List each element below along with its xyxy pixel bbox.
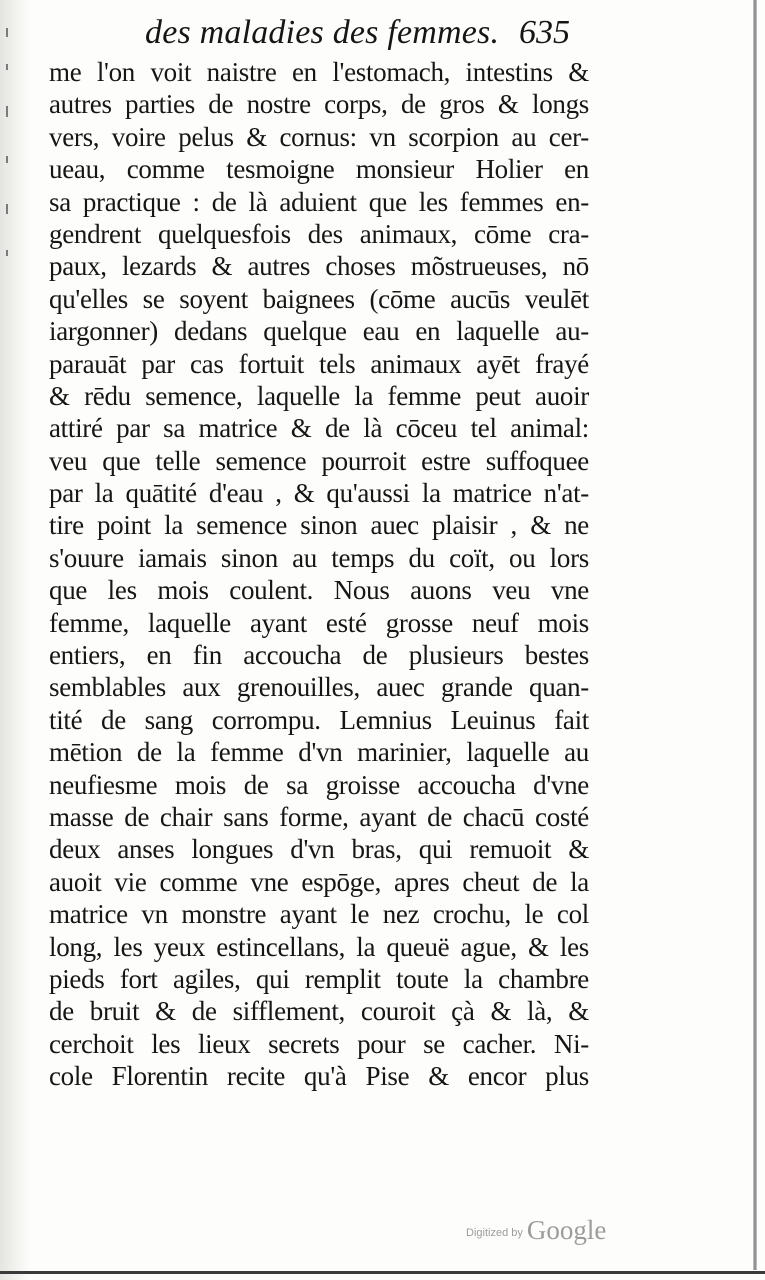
text-line: tité de sang corrompu. Lemnius Leuinus fait <box>49 704 589 735</box>
body-text <box>49 56 589 1093</box>
text-line: autres parties de nostre corps, de gros & longs <box>49 89 589 120</box>
text-line: gendrent quelquesfois des animaux, cōme cra- <box>49 218 589 249</box>
text-line: sa practique : de là aduient que les femmes en- <box>49 186 589 217</box>
text-line: masse de chair sans forme, ayant de chacū costé <box>49 801 589 832</box>
text-line: pieds fort agiles, qui remplit toute la chambre <box>49 963 589 994</box>
text-line: parauāt par cas fortuit tels animaux ayēt frayé <box>49 348 589 379</box>
text-line: long, les yeux estincellans, la queuë ague, & les <box>49 931 589 962</box>
running-head: des maladies des femmes. <box>145 14 500 51</box>
page-number: 635 <box>519 14 570 51</box>
text-line: que les mois coulent. Nous auons veu vne <box>49 575 589 606</box>
watermark-prefix: Digitized by <box>466 1227 523 1239</box>
text-line: de bruit & de sifflement, couroit çà & là, & <box>49 996 589 1027</box>
text-line: cole Florentin recite qu'à Pise & encor plus <box>49 1061 589 1092</box>
text-line: deux anses longues d'vn bras, qui remuoit & <box>49 834 589 865</box>
text-line: neufiesme mois de sa groisse accoucha d'vne <box>49 769 589 800</box>
page-right-edge <box>753 0 757 1270</box>
text-line: tire point la semence sinon auec plaisir , & ne <box>49 510 589 541</box>
text-line: ueau, comme tesmoigne monsieur Holier en <box>49 154 589 185</box>
text-line: qu'elles se soyent baignees (cōme aucūs veulēt <box>49 283 589 314</box>
gutter-specks <box>2 28 16 268</box>
text-line: attiré par sa matrice & de là cōceu tel animal: <box>49 413 589 444</box>
text-line: cerchoit les lieux secrets pour se cacher. Ni- <box>49 1028 589 1059</box>
text-line: par la quātité d'eau , & qu'aussi la matrice n'at- <box>49 478 589 509</box>
text-line: vers, voire pelus & cornus: vn scorpion au cer- <box>49 121 589 152</box>
text-line: & rēdu semence, laquelle la femme peut auoir <box>49 380 589 411</box>
text-line: semblables aux grenouilles, auec grande quan- <box>49 672 589 703</box>
digitized-watermark <box>466 1215 606 1246</box>
text-line: mētion de la femme d'vn marinier, laquelle au <box>49 737 589 768</box>
google-logo: Google <box>526 1215 607 1245</box>
text-line: entiers, en fin accoucha de plusieurs bestes <box>49 640 589 671</box>
text-line: veu que telle semence pourroit estre suffoquee <box>49 445 589 476</box>
text-line: femme, laquelle ayant esté grosse neuf mois <box>49 607 589 638</box>
text-line: auoit vie comme vne espōge, apres cheut de la <box>49 866 589 897</box>
text-line: iargonner) dedans quelque eau en laquelle au- <box>49 316 589 347</box>
page-bottom-edge <box>0 1271 765 1274</box>
text-line: me l'on voit naistre en l'estomach, intestins & <box>49 57 589 87</box>
text-line: matrice vn monstre ayant le nez crochu, le col <box>49 899 589 930</box>
text-line: s'ouure iamais sinon au temps du coït, ou lors <box>49 542 589 573</box>
text-line: paux, lezards & autres choses mõstrueuses, nō <box>49 251 589 282</box>
